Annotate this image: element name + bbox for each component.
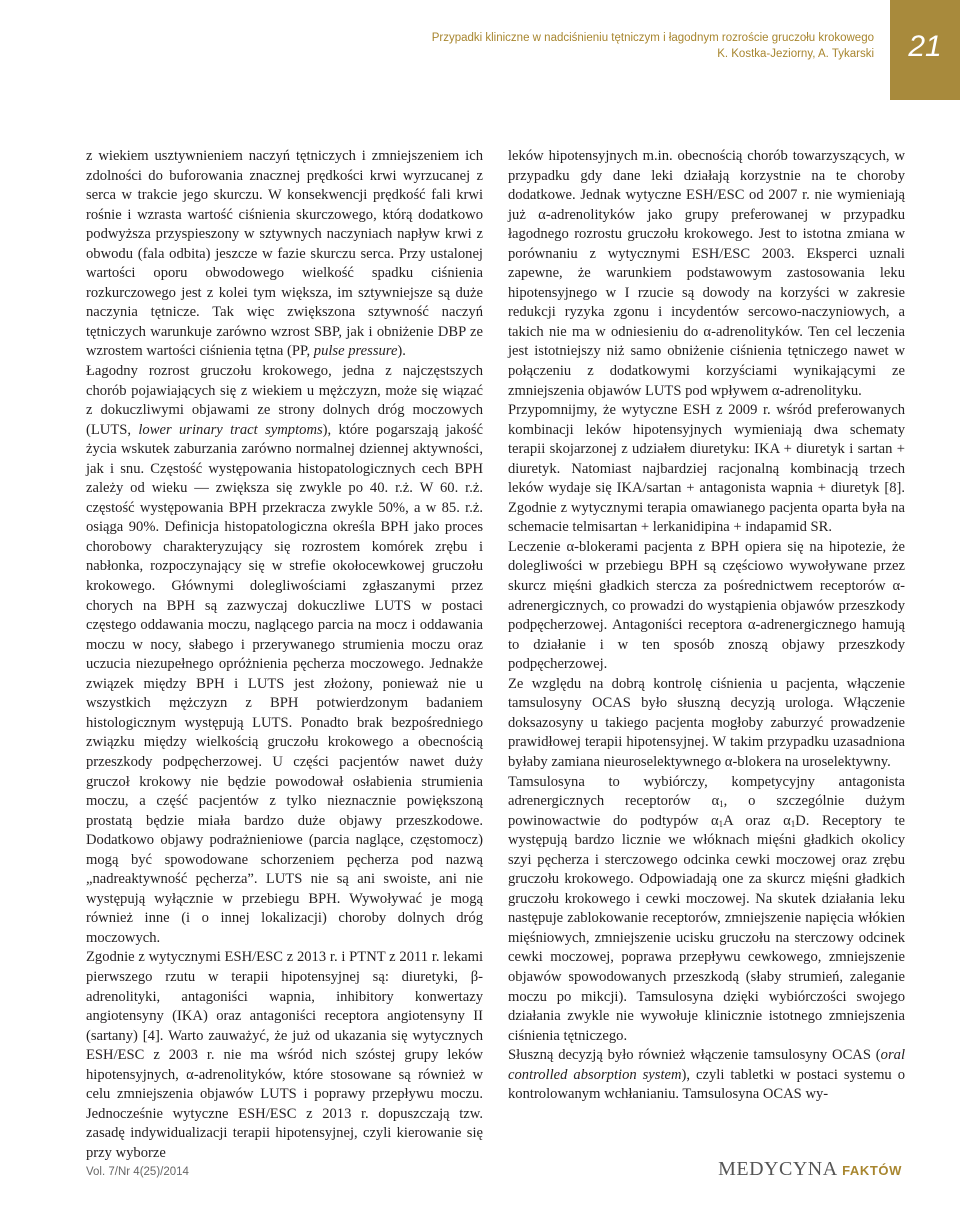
- brand-main: MEDYCYNA: [718, 1158, 837, 1180]
- running-header: [432, 30, 874, 62]
- footer-brand-logo: [718, 1158, 902, 1181]
- right-paragraph: leków hipotensyjnych m.in. obecnością chorób towarzyszących, w przypadku gdy dane leki działają korzystnie na te choroby dodatkowe. Jednak wytyczne ESH/ESC od 2007 r. nie wymieniają już α-adrenolityków jako grupy preferowanej w przypadku łagodnego rozrostu gruczołu krokowego. Jest to istotna zmiana w porównaniu z wytycznymi ESH/ESC 2003. Eksperci uznali zapewne, że warunkiem podstawowym zastosowania leku hipotensyjnego w I rzucie są dowody na korzyści w zakresie redukcji ryzyka zgonu i incydentów sercowo-naczyniowych, a takich nie ma w odniesieniu do α-adrenolityków. Ten cel leczenia jest istotniejszy niż samo obniżenie ciśnienia tętniczego nawet w połączeniu z dodatkowymi korzyściami wynikającymi ze zmniejszenia objawów LUTS pod wpływem α-adrenolityku.: [508, 148, 905, 399]
- running-header-authors: K. Kostka-Jeziorny, A. Tykarski: [717, 48, 874, 60]
- running-header-title: Przypadki kliniczne w nadciśnieniu tętniczym i łagodnym rozroście gruczołu krokowego: [431, 32, 874, 44]
- right-paragraph: Słuszną decyzją było również włączenie tamsulosyny OCAS (oral controlled absorption system), czyli tabletki w postaci systemu o kontrolowanym wchłanianiu. Tamsulosyna OCAS wy-: [508, 1047, 905, 1103]
- left-paragraph: Zgodnie z wytycznymi ESH/ESC z 2013 r. i PTNT z 2011 r. lekami pierwszego rzutu w terapii hipotensyjnej są: diuretyki, β-adrenolityki, antagoniści wapnia, inhibitory konwertazy angiotensyny (IKA) oraz antagoniści receptora angiotensyny II (sartany) [4]. Warto zauważyć, że już od ukazania się wytycznych ESH/ESC z 2003 r. nie ma wśród nich szóstej grupy leków hipotensyjnych, α-adrenolityków, które stosowane są również w celu zmniejszenia objawów LUTS i poprawy przepływu moczu. Jednocześnie wytyczne ESH/ESC z 2013 r. dopuszczają tzw. zasadę indywidualizacji terapii hipotensyjnej, czyli kierowanie się przy wyborze: [86, 949, 483, 1161]
- right-paragraph: Ze względu na dobrą kontrolę ciśnienia u pacjenta, włączenie tamsulosyny OCAS było słuszną decyzją urologa. Włączenie doksazosyny u takiego pacjenta mogłoby zaburzyć prowadzenie prawidłowej terapii hipotensyjnej. W takim przypadku uzasadniona byłaby zamiana nieuroselektywnego α-blokera na uroselektywny.: [508, 675, 905, 770]
- left-paragraph: Łagodny rozrost gruczołu krokowego, jedna z najczęstszych chorób pojawiających się z wiekiem u mężczyzn, może się wiązać z dokuczliwymi objawami ze strony dolnych dróg moczowych (LUTS, lower urinary tract symptoms), które pogarszają jakość życia wskutek zaburzania zarówno normalnej dziennej aktywności, jak i snu. Częstość występowania histopatologicznych cech BPH zależy od wieku — zwiększa się zwykle po 40. r.ż. W 60. r.ż. częstość występowania BPH przekracza zwykle 50%, a w 85. r.ż. osiąga 90%. Definicja histopatologiczna określa BPH jako proces chorobowy charakteryzujący się rozrostem komórek zrębu i nabłonka, rozpoczynający się w strefie okołocewkowej gruczołu krokowego. Głównymi dolegliwościami zgłaszanymi przez chorych na BPH są zazwyczaj dokuczliwe LUTS w postaci częstego oddawania moczu, naglącego parcia na mocz i oddawania moczu w nocy, słabego i przerywanego strumienia moczu oraz uczucia niezupełnego opróżnienia pęcherza moczowego. Jednakże związek między BPH i LUTS jest złożony, ponieważ nie u wszystkich mężczyzn z BPH potwierdzonym badaniem histologicznym występują LUTS. Ponadto brak bezpośredniego związku między wielkością gruczołu krokowego a obecnością przeszkody podpęcherzowej. U części pacjentów nawet duży gruczoł krokowy nie będzie powodował osłabienia strumienia moczu, a część pacjentów z tylko nieznacznie powiększoną prostatą będzie miała bardzo duże objawy przeszkodowe. Dodatkowo objawy podrażnieniowe (parcia naglące, częstomocz) mogą być spowodowane schorzeniem pęcherza pod nazwą „nadreaktywność pęcherza”. LUTS nie są ani swoiste, ani nie występują wyłącznie w przebiegu BPH. Wywoływać je mogą również inne (i o innej lokalizacji) choroby dolnych dróg moczowych.: [86, 363, 483, 946]
- left-paragraph: z wiekiem usztywnieniem naczyń tętniczych i zmniejszeniem ich zdolności do buforowania znacznej prędkości krwi wyrzucanej z serca w trakcie jego skurczu. W konsekwencji prędkość fali krwi rośnie i wzrasta wartość ciśnienia skurczowego, którą dodatkowo podwyższa przyspieszony w sztywnych naczyniach napływ krwi z obwodu (fala odbita) jeszcze w fazie skurczu serca. Przy ustalonej wartości oporu obwodowego wielkość spadku ciśnienia rozkurczowego jest z kolei tym większa, im sztywniejsze są duże naczynia tętnicze. Tak więc zwiększona sztywność naczyń tętniczych warunkuje zarówno wzrost SBP, jak i obniżenie DBP ze wzrostem wartości ciśnienia tętna (PP, pulse pressure).: [86, 148, 483, 360]
- right-paragraph: Leczenie α-blokerami pacjenta z BPH opiera się na hipotezie, że dolegliwości w przebiegu BPH są częściowo wywoływane przez skurcz mięśni gładkich stercza za pośrednictwem receptorów α-adrenergicznych, co prowadzi do wystąpienia objawów przeszkody podpęcherzowej. Antagoniści receptora α-adrenergicznego hamują to działanie i w ten sposób znoszą objawy przeszkody podpęcherzowej.: [508, 538, 905, 673]
- footer-issue: Vol. 7/Nr 4(25)/2014: [86, 1166, 189, 1178]
- right-paragraph: Tamsulosyna to wybiórczy, kompetycyjny antagonista adrenergicznych receptorów $\alpha_1$, o szczególnie dużym powinowactwie do podtypów $\alpha_1A$ oraz $\alpha_1D$. Receptory te występują bardzo licznie we włóknach mięśni gładkich okolicy szyi pęcherza i sterczowego odcinka cewki moczowej oraz zrębu gruczołu krokowego. Odpowiadają one za skurcz mięśni gładkich gruczołu krokowego i cewki moczowej. Na skutek działania leku następuje zablokowanie receptorów, zmniejszenie napięcia włókien mięśniowych, zmniejszenie ucisku gruczołu na sterczowy odcinek cewki moczowej, poprawa przepływu cewkowego, zmniejszenie objawów spowodowanych przeszkodą (słaby strumień, zaleganie moczu po mikcji). Tamsulosyna dzięki wybiórczości swojego działania zwykle nie wywołuje klinicznie istotnego zmniejszenia ciśnienia tętniczego.: [508, 773, 905, 1044]
- brand-sub: FAKTÓW: [842, 1163, 902, 1178]
- right-paragraph: Przypomnijmy, że wytyczne ESH z 2009 r. wśród preferowanych kombinacji leków hipotensyjnych wymieniają dwa schematy terapii skojarzonej z udziałem diuretyku: IKA + diuretyk i sartan + diuretyk. Natomiast najbardziej racjonalną kombinacją trzech leków wydaje się IKA/sartan + antagonista wapnia + diuretyk [8]. Zgodnie z wytycznymi terapia omawianego pacjenta oparta była na schemacie telmisartan + lerkanidipina + indapamid SR.: [508, 402, 905, 536]
- page-number: 21: [908, 30, 942, 63]
- right-column: [508, 147, 905, 1105]
- left-column: [86, 147, 483, 1163]
